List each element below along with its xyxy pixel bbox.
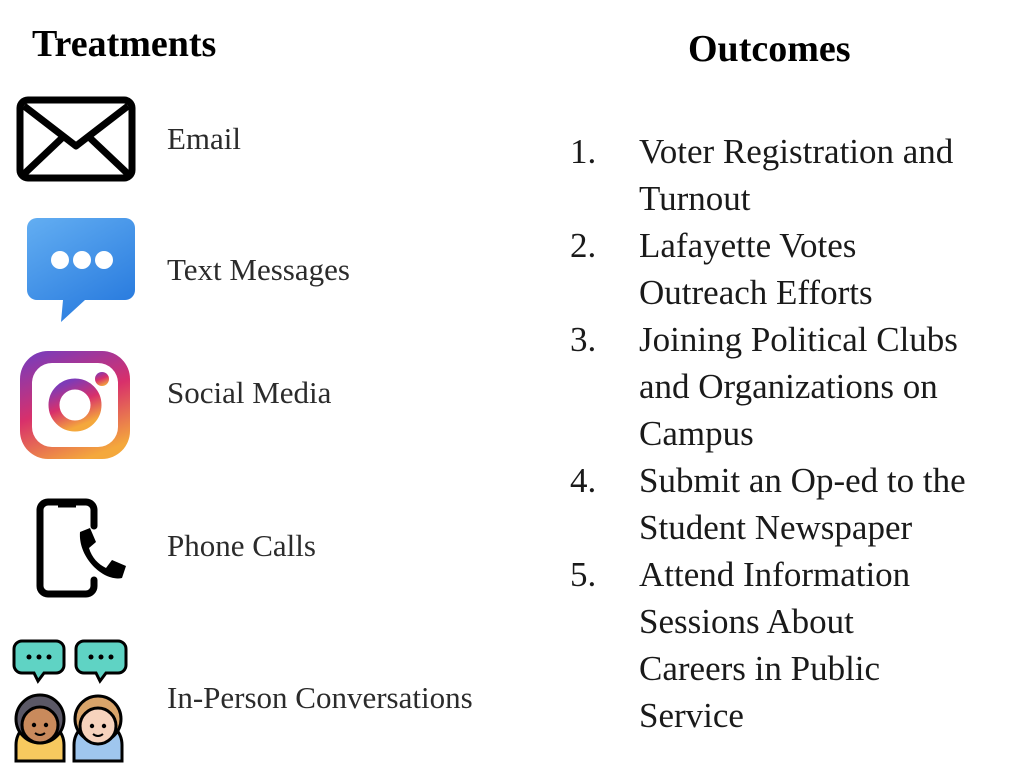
outcome-line: and Organizations on [639,367,938,406]
outcome-number: 5. [570,555,597,594]
outcome-line: Submit an Op-ed to the [639,461,966,500]
treatment-label: Text Messages [167,252,350,287]
treatment-label: Social Media [167,375,332,410]
people-talking-icon [4,635,134,763]
outcome-number: 4. [570,461,597,500]
outcomes-title: Outcomes [688,28,851,70]
treatments-title: Treatments [32,23,217,65]
outcome-number: 2. [570,226,597,265]
outcome-line: Student Newspaper [639,508,913,547]
outcome-line: Service [639,696,744,735]
outcome-line: Turnout [639,179,751,218]
chat-bubble-icon [27,216,137,326]
instagram-icon [20,351,130,459]
outcomes-list [570,128,1020,739]
envelope-icon [16,96,136,182]
outcome-line: Outreach Efforts [639,273,873,312]
treatment-label: In-Person Conversations [167,680,473,715]
outcome-line: Careers in Public [639,649,881,688]
outcome-number: 1. [570,132,597,171]
treatment-social-media [0,345,540,465]
outcome-line: Voter Registration and [639,132,954,171]
outcome-number: 3. [570,320,597,359]
treatment-label: Phone Calls [167,528,316,563]
outcome-item [570,457,1020,551]
outcome-line: Joining Political Clubs [639,320,958,359]
outcome-item [570,551,1020,739]
phone-icon [34,496,134,600]
outcome-line: Attend Information [639,555,911,594]
outcome-item [570,316,1020,457]
treatment-phone-calls [0,488,540,608]
treatment-email [0,90,540,210]
outcome-line: Sessions About [639,602,854,641]
outcome-item [570,222,1020,316]
treatment-label: Email [167,121,242,156]
outcome-line: Campus [639,414,754,453]
outcome-line: Lafayette Votes [639,226,857,265]
treatment-text-messages [0,210,540,330]
outcome-item [570,128,1020,222]
treatment-in-person [0,633,540,753]
